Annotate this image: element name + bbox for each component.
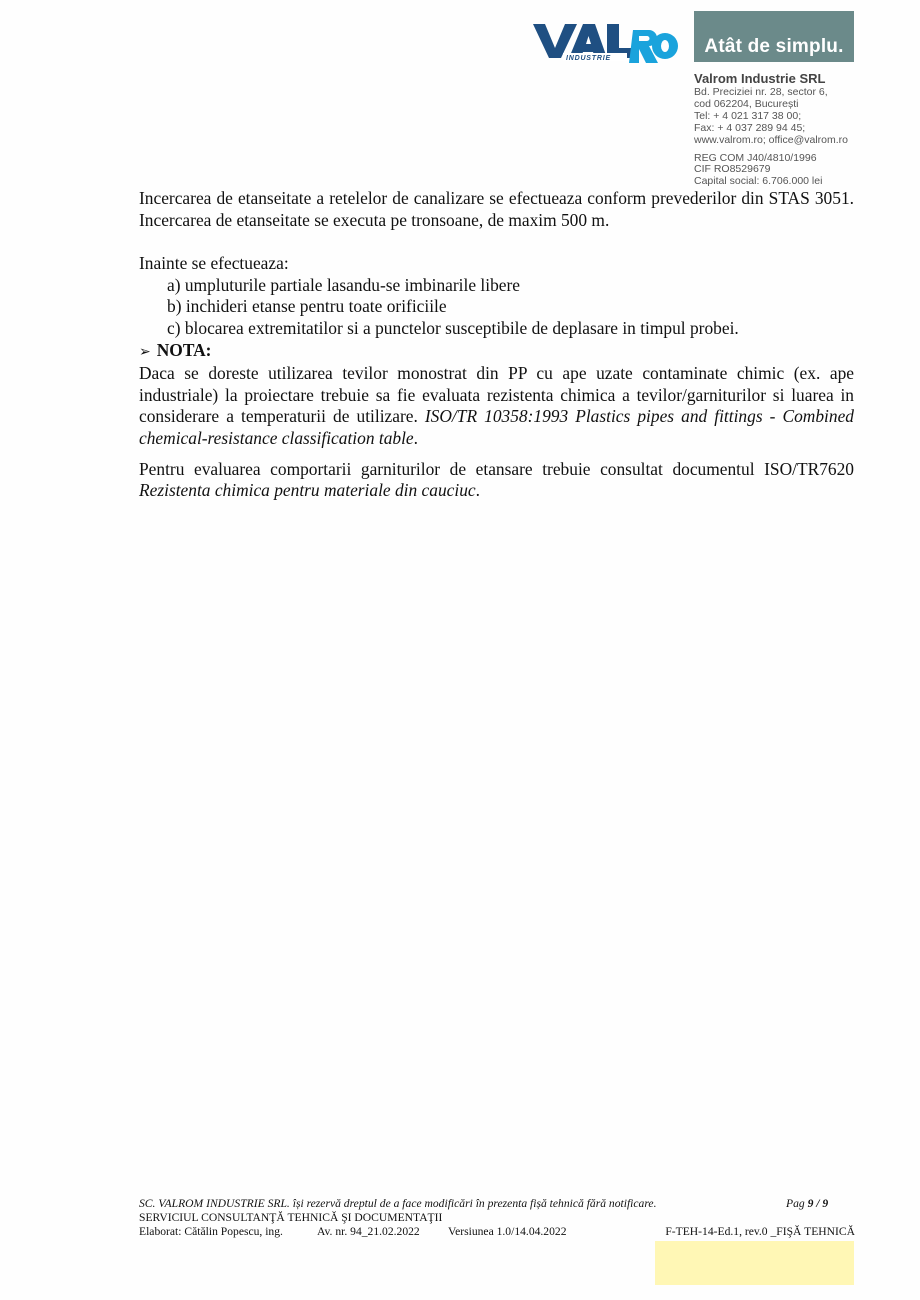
footer-version: Versiunea 1.0/14.04.2022 (448, 1225, 567, 1239)
list-item-b: b) inchideri etanse pentru toate orificiile (167, 296, 447, 317)
list-item-c: c) blocarea extremitatilor si a punctelor susceptibile de deplasare in timpul probei. (167, 317, 739, 338)
paragraph-nota (139, 363, 854, 449)
nota-heading (139, 340, 854, 364)
page-number (786, 1197, 828, 1211)
nota-text: Daca se doreste utilizarea tevilor monostrat din PP cu ape uzate contaminate chimic (ex. ape industriale) la proiectare trebuie sa fie evaluata rezistenta chimica a tevilor/garniturilor si luarea in considerare a temperaturii de utilizare. (139, 363, 854, 427)
footer-author: Elaborat: Cătălin Popescu, ing. (139, 1225, 283, 1239)
footer-av-number: Av. nr. 94_21.02.2022 (317, 1225, 420, 1239)
iso-reference: ISO/TR 10358:1993 Plastics pipes and fittings - Combined chemical-resistance classification table (139, 406, 854, 448)
iso-7620-title: Rezistenta chimica pentru materiale din cauciuc (139, 480, 476, 501)
paragraph-etanseitate: Incercarea de etanseitate a retelelor de canalizare se efectueaza conform prevederilor din STAS 3051. Incercarea de etanseitate se executa pe tronsoane, de maxim 500 m. (139, 188, 854, 230)
highlight-box (655, 1241, 854, 1285)
company-address-line2: cod 062204, București (694, 97, 799, 110)
page-label: Pag (786, 1197, 808, 1210)
nota-title: NOTA: (156, 339, 212, 360)
tagline-banner (694, 11, 854, 62)
company-reg-com: REG COM J40/4810/1996 (694, 151, 817, 164)
footer-document-code: F-TEH-14-Ed.1, rev.0 _FIŞĂ TEHNICĂ (665, 1225, 855, 1239)
footer-disclaimer: SC. VALROM INDUSTRIE SRL. își rezervă dreptul de a face modificări în prezenta fișă tehnică fără notificare. (139, 1197, 657, 1210)
company-cif: CIF RO8529679 (694, 163, 771, 176)
page-count: 9 / 9 (807, 1197, 829, 1210)
garnituri-end: . (475, 480, 480, 501)
list-item-a: a) umpluturile partiale lasandu-se imbinarile libere (167, 274, 520, 295)
company-capital: Capital social: 6.706.000 lei (694, 175, 823, 188)
intro-text: Inainte se efectueaza: (139, 253, 289, 274)
company-tel: Tel: + 4 021 317 38 00; (694, 109, 802, 122)
arrow-bullet-icon: ➢ (139, 343, 151, 360)
garnituri-text: Pentru evaluarea comportarii garniturilor de etansare trebuie consultat documentul ISO/TR7620 (139, 458, 854, 479)
company-address-line1: Bd. Preciziei nr. 28, sector 6, (694, 86, 828, 98)
logo-subtitle: INDUSTRIE (566, 55, 611, 62)
tagline-text: Atât de simplu. (704, 36, 844, 57)
nota-end: . (413, 427, 419, 448)
company-info (694, 71, 864, 188)
page-footer (139, 1197, 855, 1240)
footer-department: SERVICIUL CONSULTANŢĂ TEHNICĂ ŞI DOCUMENTAŢII (139, 1211, 443, 1225)
company-fax: Fax: + 4 037 289 94 45; (694, 121, 806, 134)
valrom-logo (533, 20, 688, 64)
document-body (139, 188, 854, 502)
company-name: Valrom Industrie SRL (694, 71, 826, 86)
paragraph-garnituri (139, 459, 854, 502)
company-web-email: www.valrom.ro; office@valrom.ro (694, 133, 849, 146)
